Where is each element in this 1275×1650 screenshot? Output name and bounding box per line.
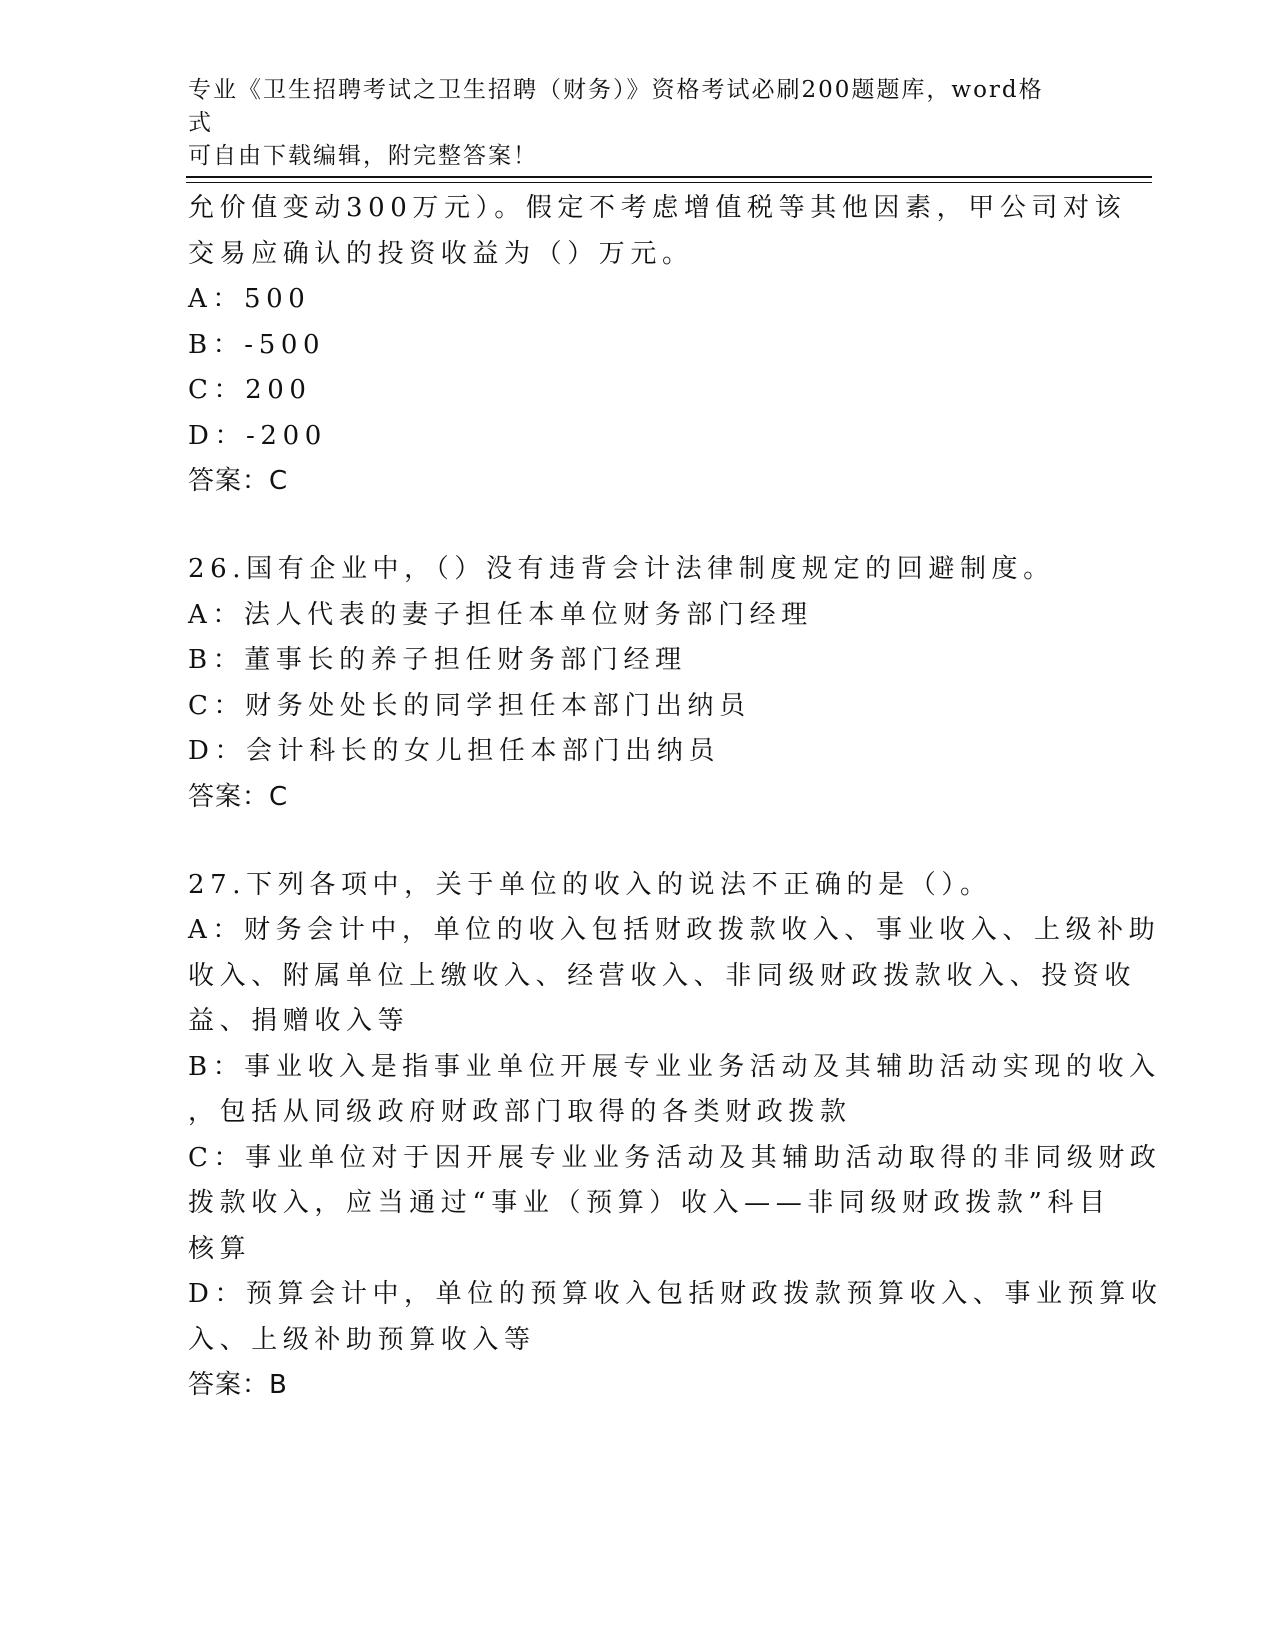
- answer-line: 答案：B: [188, 1370, 288, 1400]
- question-stem-line: 26.国有企业中，（）没有违背会计法律制度规定的回避制度。: [188, 554, 1055, 584]
- option-b: B：-500: [188, 329, 326, 360]
- option-b: B：事业收入是指事业单位开展专业业务活动及其辅助活动实现的收入: [188, 1051, 1161, 1082]
- option-b: B：董事长的养子担任财务部门经理: [188, 645, 687, 675]
- option-d-continued: 入、上级补助预算收入等: [188, 1324, 536, 1355]
- question-stem-line: 交易应确认的投资收益为（）万元。: [188, 238, 694, 269]
- option-a-continued: 益、捐赠收入等: [188, 1006, 410, 1036]
- header-rule: [186, 176, 1152, 178]
- option-a: A：500: [188, 284, 311, 314]
- option-b-continued: ，包括从同级政府财政部门取得的各类财政拨款: [188, 1097, 852, 1127]
- option-a-continued: 收入、附属单位上缴收入、经营收入、非同级财政拨款收入、投资收: [188, 960, 1137, 991]
- option-c: C：200: [188, 375, 312, 405]
- answer-line: 答案：C: [188, 466, 289, 496]
- option-d: D：-200: [188, 420, 327, 451]
- page-header: [188, 74, 1068, 173]
- option-c-continued: 拨款收入，应当通过“事业（预算）收入——非同级财政拨款”科目: [188, 1188, 1111, 1218]
- question-26: [188, 547, 1088, 819]
- question-gap: [188, 819, 1088, 863]
- header-line-2: 可自由下载编辑，附完整答案！: [188, 143, 538, 169]
- option-d: D：会计科长的女儿担任本部门出纳员: [188, 736, 721, 766]
- question-25: [188, 186, 1127, 503]
- option-c: C：事业单位对于因开展专业业务活动及其辅助活动取得的非同级财政: [188, 1142, 1162, 1173]
- option-a: A：财务会计中，单位的收入包括财政拨款收入、事业收入、上级补助: [188, 915, 1161, 945]
- option-c: C：财务处处长的同学担任本部门出纳员: [188, 690, 751, 721]
- question-gap: [188, 503, 1088, 547]
- question-content: [188, 186, 1163, 1407]
- option-d: D：预算会计中，单位的预算收入包括财政拨款预算收入、事业预算收: [188, 1279, 1163, 1309]
- question-stem-line: 允价值变动300万元）。假定不考虑增值税等其他因素，甲公司对该: [188, 193, 1127, 223]
- option-a: A：法人代表的妻子担任本单位财务部门经理: [188, 599, 813, 630]
- answer-line: 答案：C: [188, 781, 289, 812]
- header-rule-thin: [186, 182, 1152, 183]
- option-c-continued: 核算: [188, 1233, 252, 1264]
- question-stem-line: 27.下列各项中，关于单位的收入的说法不正确的是（）。: [188, 869, 992, 900]
- question-27: [188, 863, 1163, 1408]
- header-line-1: 专业《卫生招聘考试之卫生招聘（财务）》资格考试必刷200题题库，word格式: [188, 77, 1044, 136]
